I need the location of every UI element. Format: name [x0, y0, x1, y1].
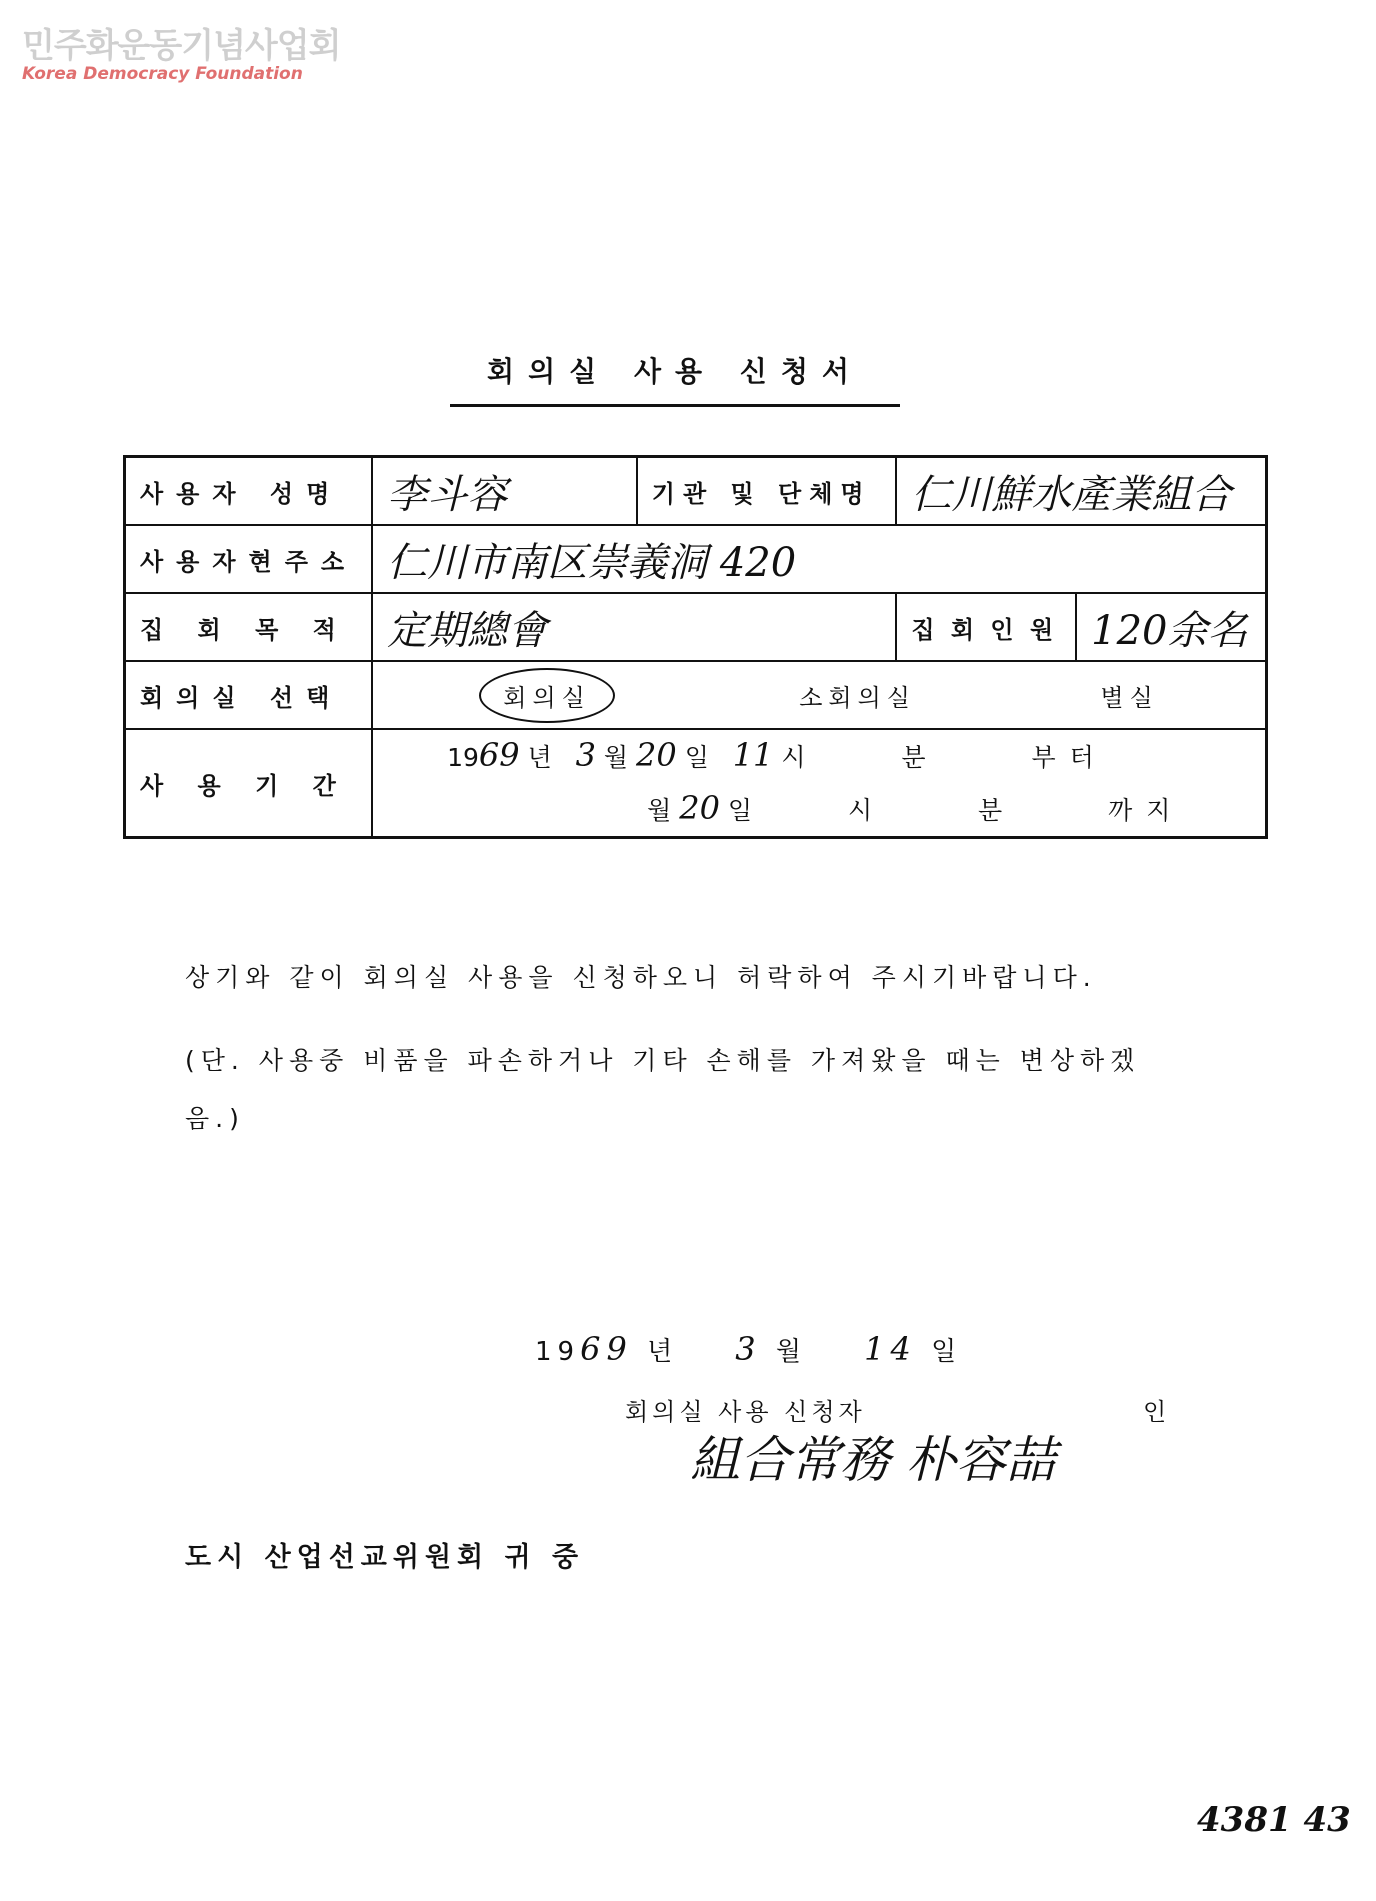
form-row-purpose — [125, 593, 1267, 661]
title-underline — [450, 404, 900, 407]
form-row-room — [125, 661, 1267, 729]
form-row-address — [125, 525, 1267, 593]
seal-label: 인 — [1143, 1398, 1167, 1426]
room-label: 회의실 선택 — [125, 661, 373, 729]
period-value — [372, 729, 1266, 838]
user-name-label: 사용자 성명 — [125, 457, 373, 526]
applicant-signature: 組合常務 朴容喆 — [690, 1431, 1056, 1489]
address-label: 사용자현주소 — [125, 525, 373, 593]
purpose-value: 定期總會 — [372, 593, 896, 661]
attendance-value: 120余名 — [1076, 593, 1266, 661]
room-option-separate: 별실 — [1100, 683, 1159, 712]
application-date: 1969 년 3 월 14 일 — [535, 1330, 963, 1368]
period-label: 사 용 기 간 — [125, 729, 373, 838]
org-value: 仁川鮮水產業組合 — [896, 457, 1266, 526]
watermark-english: Korea Democracy Foundation — [22, 64, 303, 84]
document-title: 회의실 사용 신청서 — [487, 355, 863, 388]
user-name-value: 李斗容 — [372, 457, 637, 526]
request-statement: 상기와 같이 회의실 사용을 신청하오니 허락하여 주시기바랍니다. — [185, 963, 1097, 992]
attendance-label: 집 회 인 원 — [896, 593, 1076, 661]
org-label: 기관 및 단체명 — [637, 457, 897, 526]
applicant-label: 회의실 사용 신청자 — [625, 1398, 866, 1426]
room-option-main: 회의실 — [479, 668, 615, 723]
addressee: 도시 산업선교위원회 귀 중 — [185, 1542, 585, 1573]
address-value: 仁川市南区崇義洞 420 — [372, 525, 1266, 593]
period-end: 월 20 일 시 분 까지 — [647, 789, 1185, 827]
page-number: 4381 43 — [1197, 1800, 1351, 1840]
form-row-name — [125, 457, 1267, 526]
purpose-label: 집 회 목 적 — [125, 593, 373, 661]
application-form-table — [123, 455, 1268, 839]
form-row-period — [125, 729, 1267, 838]
watermark-korean: 민주화운동기념사업회 — [22, 26, 341, 66]
room-options — [372, 661, 1266, 729]
damage-note: (단. 사용중 비품을 파손하거나 기타 손해를 가져왔을 때는 변상하겠음.) — [185, 1046, 1141, 1133]
room-option-small: 소회의실 — [799, 683, 916, 712]
period-start: 1969 년 3 월 20 일 11 시 분 부터 — [447, 736, 1108, 774]
